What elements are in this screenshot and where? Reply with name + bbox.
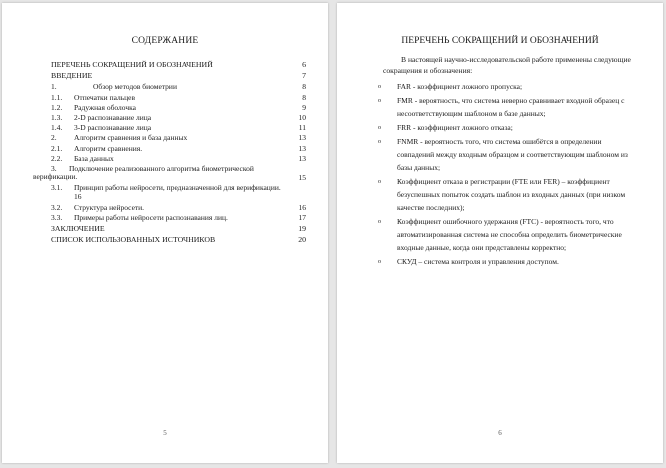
- abbreviation-text: FMR - вероятность, что система неверно сравнивает входной образец с несоответствующим шаблоном в базе данных;: [397, 96, 625, 118]
- toc-entry: [51, 82, 306, 92]
- toc-entry-title: СПИСОК ИСПОЛЬЗОВАННЫХ ИСТОЧНИКОВ: [51, 234, 216, 244]
- bullet-icon: o: [378, 98, 381, 105]
- toc-entry-title: 2-D распознавание лица: [74, 112, 152, 122]
- toc-entry-page: 8: [302, 82, 306, 92]
- toc-entry-title: Принцип работы нейросети, предназначенной для верификации.: [74, 183, 281, 193]
- toc-entry-number: 2.2.: [51, 153, 63, 163]
- toc-entry-page: 6: [302, 60, 306, 69]
- toc-entry: [51, 133, 306, 143]
- toc-entry-title: Обзор методов биометрии: [93, 82, 177, 92]
- toc-entry-number: 3.3.: [51, 213, 63, 223]
- toc-entry-title: Радужная оболочка: [74, 102, 136, 112]
- toc-entry: [51, 154, 306, 164]
- toc-entry-title-continuation: верификации.: [33, 172, 78, 182]
- toc-entry-title: ЗАКЛЮЧЕНИЕ: [51, 223, 105, 233]
- toc-entry: [51, 144, 306, 154]
- list-item: [377, 122, 632, 135]
- toc-entry-number: 1.1.: [51, 92, 63, 102]
- toc-entry-page: 16: [298, 203, 306, 213]
- bullet-icon: o: [378, 125, 381, 132]
- toc-entry-title: Алгоритм сравнения и база данных: [74, 133, 188, 143]
- toc-entry-title: 3-D распознавание лица: [74, 123, 152, 133]
- toc-entry-title: ПЕРЕЧЕНЬ СОКРАЩЕНИЙ И ОБОЗНАЧЕНИЙ: [51, 60, 213, 69]
- abbreviation-text: Коэффициент ошибочного удержания (FTC) - вероятность того, что автоматизированная система не способна определить биометрические входные данные, когда они представлены корректно;: [397, 216, 622, 252]
- toc-entry-number: 1.3.: [51, 112, 63, 122]
- toc-entry-page: 17: [298, 213, 306, 223]
- toc-entry-page: 10: [298, 112, 306, 122]
- abbreviation-text: FRR - коэффициент ложного отказа;: [397, 123, 513, 133]
- toc-entry: [51, 235, 306, 245]
- toc-entry: [51, 213, 306, 223]
- toc-entry-page: 8: [302, 92, 306, 102]
- toc-heading: СОДЕРЖАНИЕ: [131, 36, 199, 46]
- toc-entry-title: Алгоритм сравнения.: [74, 143, 143, 153]
- toc-entry-page: 13: [298, 133, 306, 143]
- document-page-5: [2, 3, 328, 463]
- toc-entry-title: Структура нейросети.: [74, 203, 145, 213]
- list-item: [377, 256, 632, 269]
- toc-entry-number: 1.: [51, 82, 57, 92]
- abbreviations-heading: ПЕРЕЧЕНЬ СОКРАЩЕНИЙ И ОБОЗНАЧЕНИЙ: [401, 36, 599, 46]
- bullet-icon: o: [378, 218, 381, 225]
- bullet-icon: o: [378, 84, 381, 90]
- toc-entry-title: База данных: [74, 153, 114, 163]
- bullet-icon: o: [378, 258, 381, 265]
- toc-entry: [51, 203, 306, 213]
- list-item: [377, 176, 632, 214]
- abbreviation-text: FAR - коэффициент ложного пропуска;: [397, 82, 523, 91]
- toc-entry-number: 1.2.: [51, 102, 63, 112]
- toc-entry-page: 13: [298, 143, 306, 153]
- toc-entry-title: ВВЕДЕНИЕ: [51, 71, 93, 81]
- toc-entry: [51, 113, 306, 123]
- toc-entry-page: 16: [74, 191, 82, 201]
- toc-entry-number: 2.1.: [51, 143, 63, 153]
- list-item: [377, 95, 632, 121]
- toc-entry: [51, 60, 306, 70]
- toc-entry-page: 11: [298, 123, 306, 133]
- toc-entry-page: 9: [302, 102, 306, 112]
- page-number: 5: [163, 429, 167, 437]
- toc-entry-title: Примеры работы нейросети распознавания лиц.: [74, 213, 228, 223]
- list-item: [377, 216, 632, 254]
- toc-entry: [51, 123, 306, 133]
- toc-entry-number: 1.4.: [51, 123, 63, 133]
- toc-entry-page: 13: [298, 153, 306, 163]
- toc-entry-page: 7: [302, 71, 306, 81]
- abbreviations-list: [377, 81, 632, 270]
- list-item: [377, 81, 632, 94]
- abbreviation-text: Коэффициент отказа в регистрации (FTE или FER) – коэффициент безуспешных попыток создать шаблон из входных данных (при низком качестве последних);: [397, 177, 626, 212]
- abbreviation-text: FNMR - вероятность того, что система ошибётся в определении совпадений между входным образцом и соответствующим шаблоном из базы данных;: [397, 137, 628, 172]
- toc-entry: [51, 103, 306, 113]
- toc-entry: [51, 71, 306, 81]
- toc-list: [33, 60, 306, 246]
- abbreviations-intro: В настоящей научно-исследовательской работе применены следующие сокращения и обозначения:: [383, 55, 631, 75]
- toc-entry-title: Отпечатки пальцев: [74, 92, 136, 102]
- toc-entry-number: 2.: [51, 133, 57, 143]
- toc-entry-title: Подключение реализованного алгоритма биометрической: [69, 163, 254, 173]
- toc-entry: [33, 163, 306, 183]
- toc-entry-number: 3.: [51, 163, 57, 173]
- toc-entry: [51, 93, 306, 103]
- toc-entry: [51, 224, 306, 234]
- bullet-icon: o: [378, 179, 381, 186]
- toc-entry-number: 3.2.: [51, 203, 63, 213]
- bullet-icon: o: [378, 139, 381, 146]
- abbreviation-text: СКУД – система контроля и управления доступом.: [397, 256, 559, 266]
- toc-entry-number: 3.1.: [51, 183, 63, 193]
- toc-entry-page: 19: [298, 223, 306, 233]
- page-number: 6: [498, 429, 502, 437]
- list-item: [377, 136, 632, 174]
- toc-entry-page: 20: [298, 234, 306, 244]
- toc-entry: [51, 183, 306, 203]
- document-page-6: [337, 3, 663, 463]
- toc-entry-page: 15: [298, 173, 306, 183]
